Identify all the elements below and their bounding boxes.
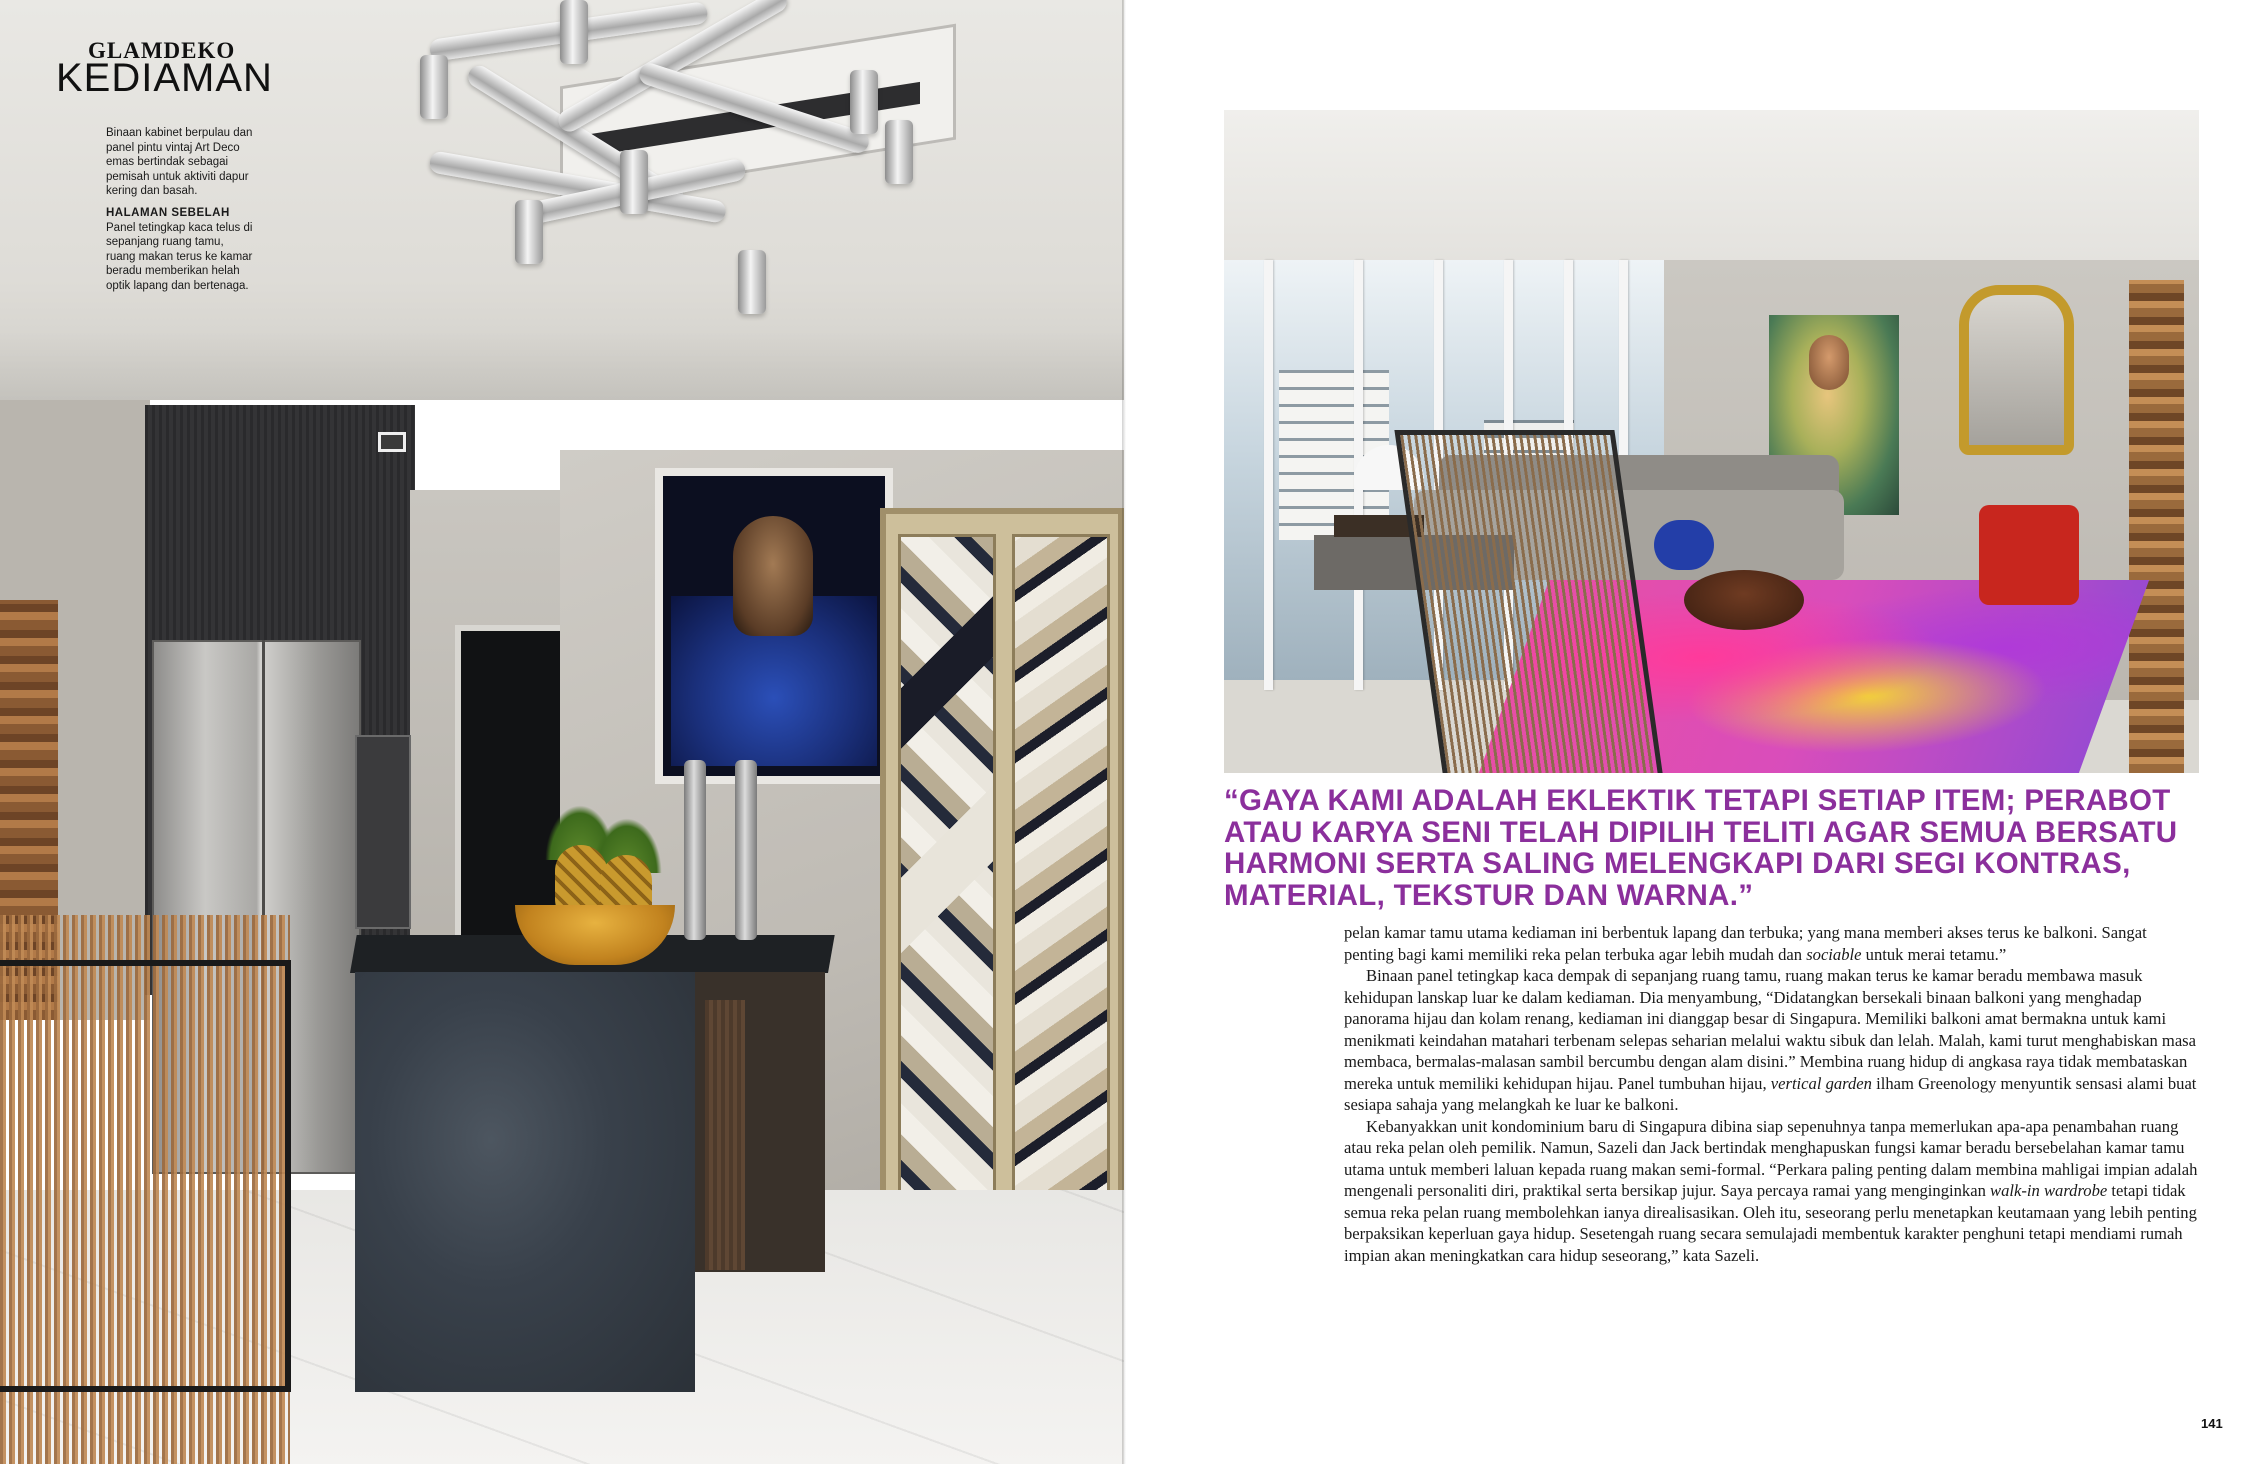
- body-paragraph: [1344, 965, 2199, 1116]
- island-wood-panel: [705, 1000, 745, 1270]
- body-text: Binaan panel tetingkap kaca dempak di sepanjang ruang tamu, ruang makan terus ke kamar beradu membawa masuk kehidupan lanskap luar ke dalam kediaman. Dia menyambung, “Didatangkan bersekali binaan balkoni yang menghadap panorama hijau dan kolam renang, kediaman ini dianggap besar di Singapura. Memiliki balkoni amat bermakna untuk kami menikmati keindahan matahari terbenam selepas seharian melalui waktu sibuk dan lelah. Malah, kami turut menghabiskan masa membaca, bermalas-malasan sambil bercumbu dengan alam disini.” Membina ruang hidup di angkasa raya tidak membataskan mereka untuk memiliki kehidupan hijau. Panel tumbuhan hijau,: [1344, 966, 2197, 1093]
- screen-panel: [898, 534, 996, 1205]
- living-room-photo: [1224, 110, 2199, 773]
- chandelier-cup: [885, 120, 913, 184]
- ceiling-spotlight: [378, 432, 406, 452]
- candlestick: [684, 760, 706, 940]
- chandelier-cup: [738, 250, 766, 314]
- blue-flowers: [1654, 520, 1714, 570]
- caption-text: Panel tetingkap kaca telus di sepanjang ruang tamu, ruang makan terus ke kamar beradu memberikan helah optik lapang dan bertenaga.: [106, 221, 253, 292]
- photo-caption: [106, 126, 254, 301]
- gilded-mirror: [1959, 285, 2074, 455]
- caption-2: [106, 206, 254, 294]
- artwork-face: [1809, 335, 1849, 390]
- candlestick: [735, 760, 757, 940]
- body-text: untuk merai tetamu.”: [1865, 944, 2007, 964]
- marble-island: [355, 972, 695, 1392]
- ceiling-shadow: [0, 330, 1124, 400]
- page-gutter: [1122, 0, 1126, 1464]
- body-text: Kebanyakkan unit kondominium baru di Singapura dibina siap sepenuhnya tanpa memerlukan apa-apa penambahan ruang atau reka pelan oleh pemilik. Namun, Sazeli dan Jack bertindak menghapuskan fungsi kamar beradu bersebelahan kamar tamu utama untuk memberi laluan kepada ruang makan semi-formal. “Perkara paling penting dalam membina mahligai impian adalah mengenali personaliti diri, praktikal serta bersikap jujur. Saya percaya ramai yang menginginkan: [1344, 1116, 2198, 1200]
- window-frame: [1264, 260, 1273, 690]
- italic-term: walk-in wardrobe: [1990, 1181, 2108, 1200]
- body-text: ilham Greenology menyuntik sensasi alami buat sesiapa sahaja yang melangkah ke luar ke balkoni.: [1344, 1073, 2197, 1114]
- portrait-painting: [655, 468, 893, 784]
- chandelier-cup: [620, 150, 648, 214]
- magazine-brand: GLAMDEKO: [88, 38, 236, 63]
- page-number: 141: [2201, 1416, 2223, 1431]
- screen-panel: [1012, 534, 1110, 1205]
- chandelier-cup: [560, 0, 588, 64]
- body-text: pelan kamar tamu utama kediaman ini berbentuk lapang dan terbuka; yang mana memberi akses terus ke balkoni. Sangat penting bagi kami memiliki reka pelan terbuka agar lebih mudah dan: [1344, 923, 2147, 964]
- caption-1: [106, 126, 254, 199]
- left-page: [0, 0, 1124, 1464]
- built-in-oven: [355, 735, 411, 929]
- right-page: [1124, 0, 2268, 1464]
- red-armchair: [1979, 505, 2079, 605]
- wood-sculpture: [2129, 280, 2184, 773]
- chandelier-cup: [420, 55, 448, 119]
- article-body: [1344, 922, 2199, 1266]
- side-table: [1684, 570, 1804, 630]
- section-title: KEDIAMAN: [56, 56, 273, 100]
- body-paragraph: [1344, 922, 2199, 965]
- italic-term: vertical garden: [1770, 1073, 1872, 1093]
- art-deco-screen: [880, 508, 1124, 1224]
- caption-text: Binaan kabinet berpulau dan panel pintu vintaj Art Deco emas bertindak sebagai pemisah untuk aktiviti dapur kering dan basah.: [106, 127, 253, 198]
- body-paragraph: [1344, 1116, 2199, 1267]
- italic-term: sociable: [1806, 944, 1862, 964]
- caption-heading: HALAMAN SEBELAH: [106, 206, 230, 219]
- pull-quote: “GAYA KAMI ADALAH EKLEKTIK TETAPI SETIAP ITEM; PERABOT ATAU KARYA SENI TELAH DIPILIH TELITI AGAR SEMUA BERSATU HARMONI SERTA SALING MELENGKAPI DARI SEGI KONTRAS, MATERIAL, TEKSTUR DAN WARNA.”: [1224, 784, 2178, 912]
- painting-figure: [733, 516, 813, 636]
- chandelier-cup: [515, 200, 543, 264]
- chair-frame: [0, 960, 291, 1392]
- body-text: tetapi tidak semua reka pelan ruang membolehkan ianya direalisasikan. Oleh itu, seseorang perlu menetapkan keutamaan yang lebih penting berpaksikan keperluan gaya hidup. Sesetengah ruang secara semulajadi membentuk karakter penghuni tetapi mendiami rumah impian akan meningkatkan cara hidup seseorang,” kata Sazeli.: [1344, 1181, 2197, 1265]
- chandelier-cup: [850, 70, 878, 134]
